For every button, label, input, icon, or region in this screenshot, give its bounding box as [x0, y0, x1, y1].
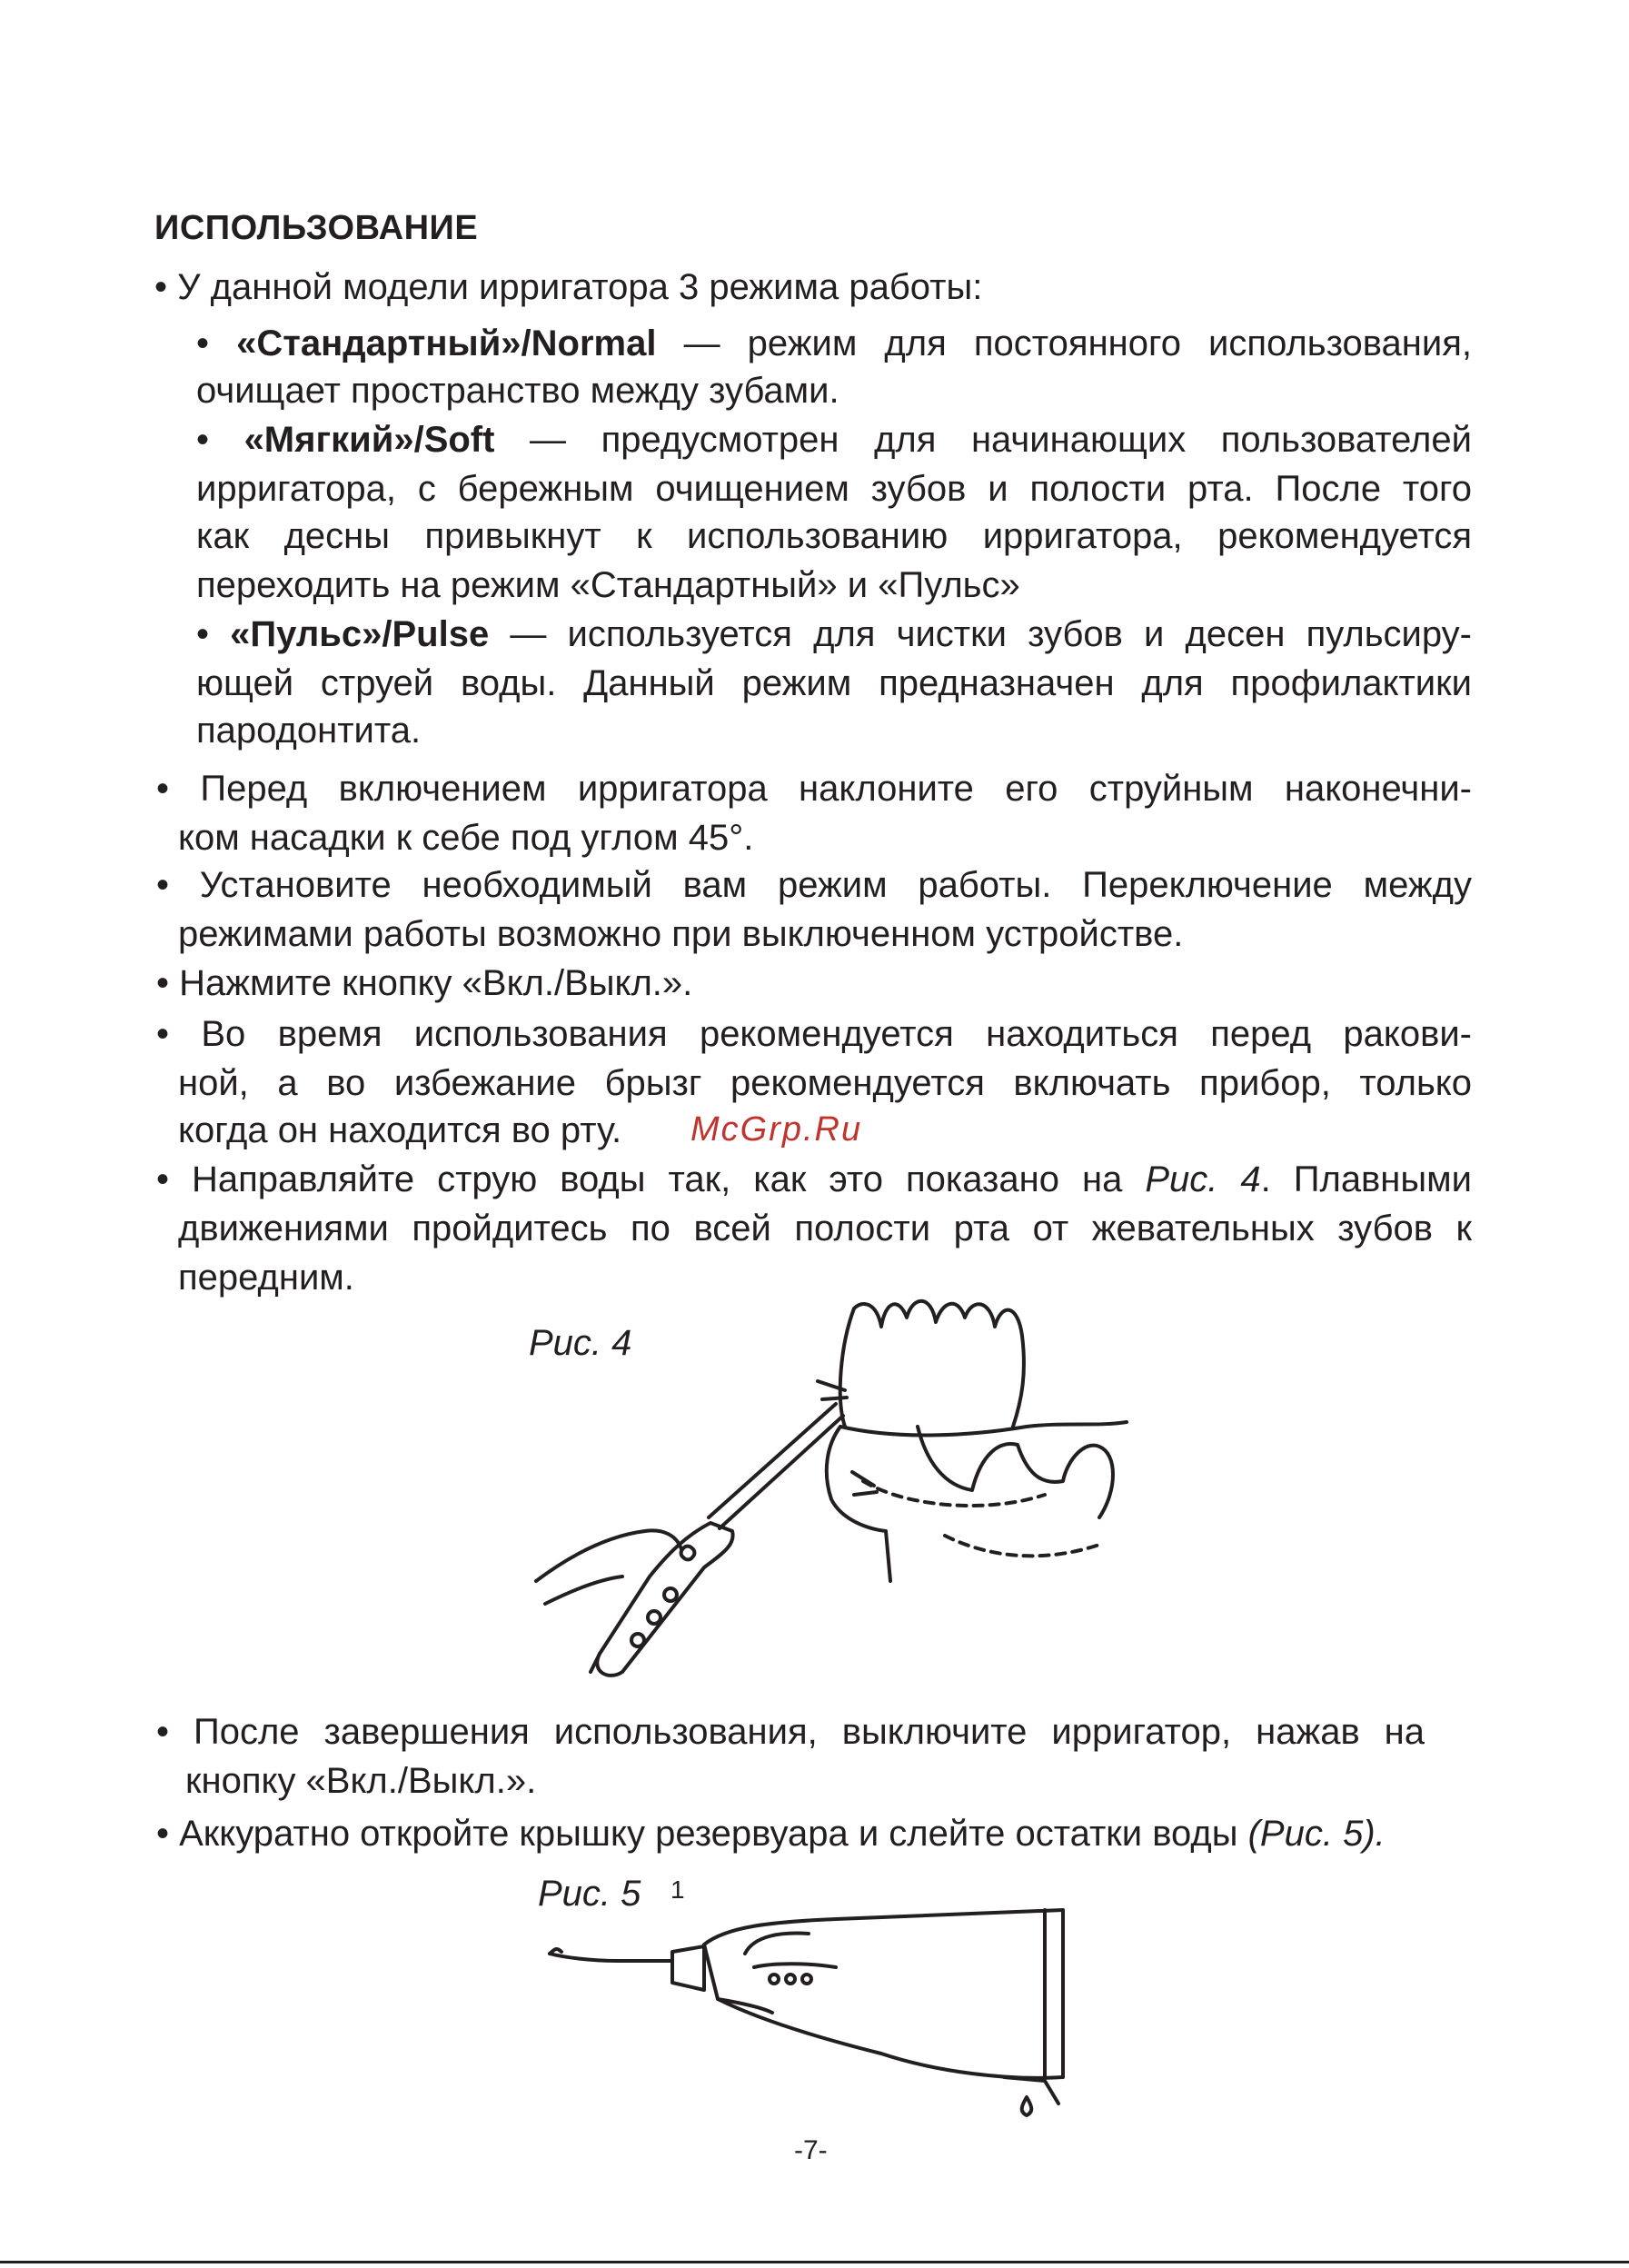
intro-text: • У данной модели ирригатора 3 режима работы: — [154, 267, 983, 307]
step-tilt-line2: ком насадки к себе под углом 45°. — [178, 818, 754, 858]
bottom-rule — [0, 2261, 1629, 2263]
step-mode-line1: • Установите необходимый вам режим работы. Переключение между — [156, 865, 1472, 905]
step-press-button: • Нажмите кнопку «Вкл./Выкл.». — [156, 963, 693, 1003]
bullet: • — [196, 614, 231, 654]
step-sink-line1: • Во время использования рекомендуется находиться перед ракови- — [156, 1014, 1472, 1054]
body-contour — [745, 1934, 809, 1954]
mode-soft-name: «Мягкий»/Soft — [243, 420, 495, 460]
water-drop-icon — [1022, 2097, 1032, 2115]
upper-teeth — [840, 1301, 1024, 1427]
irrigator-nozzle — [709, 1404, 836, 1517]
mode-pulse-line3: пародонтита. — [196, 711, 422, 751]
upper-gum — [840, 1422, 1127, 1435]
irrigator-nozzle — [720, 1416, 843, 1528]
hand-outline — [545, 1577, 622, 1604]
step-sink-line3: когда он находится во рту. — [178, 1110, 622, 1150]
step-direct-text: • Направляйте струю воды так, как это показано на — [156, 1159, 1146, 1199]
mode-soft-line1 — [196, 416, 1472, 463]
mode-soft-desc: — предусмотрен для начинающих пользователей — [494, 420, 1472, 460]
step-tilt-line1: • Перед включением ирригатора наклоните его струйным наконечни- — [156, 769, 1472, 809]
mode-normal-line1 — [196, 320, 1472, 367]
section-heading: ИСПОЛЬЗОВАНИЕ — [154, 209, 479, 247]
step-direct-line3: передним. — [178, 1258, 354, 1298]
mode-soft-line3: как десны привыкнут к использованию ирригатора, рекомендуется — [196, 516, 1472, 556]
mode-pulse-name: «Пульс»/Pulse — [230, 614, 490, 654]
mode-dot — [786, 1975, 795, 1984]
mode-pulse-line2: ющей струей воды. Данный режим предназначен для профилактики — [196, 663, 1472, 703]
button-panel — [754, 1964, 836, 1967]
figure5-marker: 1 — [670, 1875, 685, 1904]
watermark: McGrp.Ru — [690, 1110, 863, 1149]
nozzle-base — [672, 1946, 704, 1990]
irrigator-nozzle — [550, 1949, 561, 1954]
handle-dot — [631, 1634, 644, 1646]
irrigator-body — [704, 1910, 1063, 2078]
irrigator-nozzle — [550, 1954, 672, 1961]
hand-outline — [536, 1530, 681, 1581]
mode-pulse-line1 — [196, 611, 1472, 658]
step-drain — [156, 1810, 1386, 1857]
handle-dot — [664, 1588, 677, 1601]
bullet: • — [196, 420, 244, 460]
figure5-label: Рис. 5 — [538, 1874, 641, 1914]
step-off-line1: • После завершения использования, выключите ирригатор, нажав на — [156, 1712, 1425, 1752]
mode-normal-line2: очищает пространство между зубами. — [196, 371, 839, 411]
figure-ref: (Рис. 5). — [1247, 1814, 1386, 1854]
spray-line — [822, 1398, 847, 1399]
step-direct-line2: движениями пройдитесь по всей полости рта от жевательных зубов к — [178, 1209, 1472, 1248]
bullet: • — [196, 323, 237, 363]
mode-normal-desc: — режим для постоянного использования, — [656, 323, 1473, 363]
figure5-illustration — [536, 1899, 1081, 2117]
mode-dot — [802, 1975, 811, 1984]
step-mode-line2: режимами работы возможно при выключенном устройстве. — [178, 914, 1184, 954]
reservoir-cap — [1004, 2077, 1058, 2104]
figure4-label: Рис. 4 — [529, 1323, 632, 1363]
mode-soft-line2: ирригатора, с бережным очищением зубов и полости рта. После того — [196, 469, 1472, 509]
mode-pulse-desc: — используется для чистки зубов и десен пульсиру- — [489, 614, 1473, 654]
step-direct-text-end: . Плавными — [1260, 1159, 1472, 1199]
page-number: -7- — [794, 2135, 828, 2165]
spray-line — [852, 1472, 874, 1486]
mode-dot — [770, 1975, 779, 1984]
figure4-illustration — [518, 1290, 1154, 1690]
step-drain-text: • Аккуратно откройте крышку резервуара и слейте остатки воды — [156, 1814, 1248, 1854]
mode-normal-name: «Стандартный»/Normal — [236, 323, 657, 363]
lower-root-line — [945, 1536, 1099, 1556]
figure-ref: Рис. 4 — [1145, 1159, 1261, 1199]
jaw-outline — [827, 1427, 890, 1581]
step-direct-line1 — [156, 1156, 1472, 1203]
step-off-line2: кнопку «Вкл./Выкл.». — [185, 1761, 537, 1801]
step-sink-line2: ной, а во избежание брызг рекомендуется включать прибор, только — [178, 1063, 1472, 1103]
mode-soft-line4: переходить на режим «Стандартный» и «Пульс» — [196, 565, 1020, 605]
handle-dot — [648, 1611, 661, 1624]
spray-line — [854, 1492, 877, 1495]
